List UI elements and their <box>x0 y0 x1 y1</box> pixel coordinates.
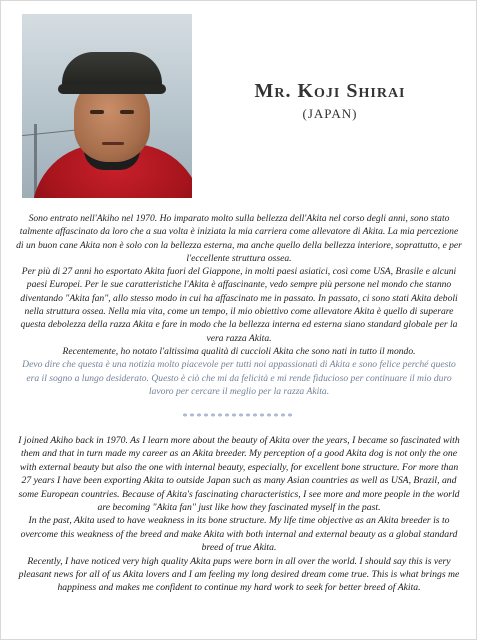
italian-paragraph: Recentemente, ho notato l'altissima qualità di cuccioli Akita che sono nati in tutto il mondo. <box>62 345 416 357</box>
portrait-photo <box>22 14 192 198</box>
english-paragraph: I joined Akiho back in 1970. As I learn more about the beauty of Akita over the years, I became so fascinated with them and that in turn made my career as an Akita breeder. My perception of a good Akita dog is not only the one with external beauty but also the one with internal beauty, especially, for excellent bone structure. For more than 27 years I have been exporting Akita to outside Japan such as many Asian countries as well as USA, Brazil, and some European countries. Because of Akita's fascinating characteristics, I see more and more people in the world are becoming "Akita fan" just like how they fascinated myself in the past. <box>18 435 460 514</box>
person-name: Mr. Koji Shirai <box>254 80 406 102</box>
italian-paragraph: Sono entrato nell'Akiho nel 1970. Ho imparato molto sulla bellezza dell'Akita nel corso degli anni, sono stato talmente affascinato da loro che a sua volta è iniziata la mia carriera come allevatore di Akita. La mia percezione di un buon cane Akita non è solo con la bellezza esterna, ma anche quello della bellezza interiore, soprattutto, e per l'eccellente struttura ossea. <box>16 213 462 264</box>
left-eye <box>90 110 104 114</box>
italian-paragraph: Per più di 27 anni ho esportato Akita fuori del Giappone, in molti paesi asiatici, così come USA, Brasile e alcuni paesi Europei. Per le sue caratteristiche l'Akita è affascinante, vedo sempre più persone nel mondo che stanno diventando "Akita fan", allo stesso modo in cui ha affascinato me in passato. In passato, ci sono stati Akita deboli nella struttura ossea. Nella mia vita, come un tempo, il mio obiettivo come allevatore Akita è quello di superare questa debolezza della razza Akita e fare in modo che la bellezza interna ed esterna siano standard globale per la vera razza Akita. <box>20 266 458 344</box>
english-text <box>18 434 460 595</box>
right-eye <box>120 110 134 114</box>
italian-paragraph-faded: Devo dire che questa è una notizia molto piacevole per tutti noi appassionati di Akita e sono felice perché questo era il sogno a lungo desiderato. Questo è ciò che mi da felicità e mi rende fiducioso per continuare il mio duro lavoro per cercare il meglio per la razza Akita. <box>22 359 456 397</box>
english-paragraph: Recently, I have noticed very high quality Akita pups were born in all over the world. I should say this is very pleasant news for all of us Akita lovers and I am feeling my long desired dream come true. This is what brings me happiness and makes me confident to continue my hard work to seek for better breed of Akita. <box>18 555 460 594</box>
separator: **************** <box>182 412 295 423</box>
mouth <box>102 142 124 145</box>
english-paragraph: In the past, Akita used to have weakness in its bone structure. My life time objective as an Akita breeder is to overcome this weakness of the breed and make Akita with both internal and external beauty as a global standard breed of true Akita. <box>20 515 458 554</box>
cap-brim <box>58 84 166 94</box>
italian-text <box>16 212 462 398</box>
person-country: (JAPAN) <box>302 106 358 121</box>
